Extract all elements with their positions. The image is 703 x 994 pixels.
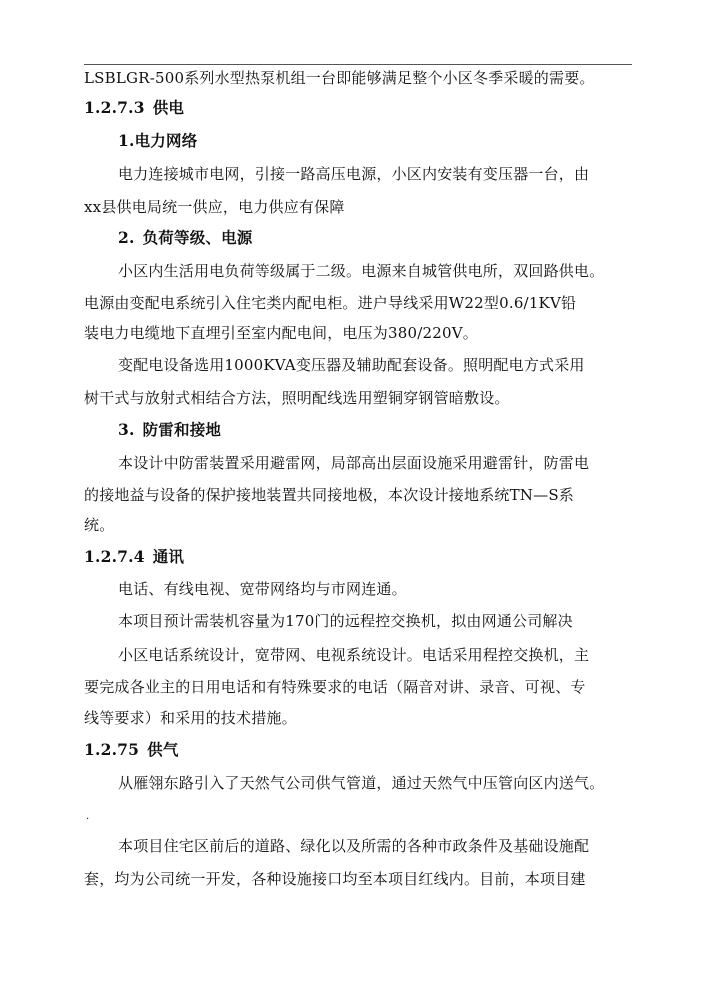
heading-title: 供气: [147, 740, 179, 759]
body-line-14: 小区电话系统设计，宽带网、电视系统设计。电话采用程控交换机，主: [118, 646, 590, 664]
body-line-13: 本项目预计需装机容量为170门的远程控交换机，拟由网通公司解决: [118, 612, 573, 630]
heading-number: 1.2.7.3: [84, 98, 145, 117]
body-line-6: 装电力电缆地下直埋引至室内配电间，电压为380/220V。: [84, 324, 478, 342]
heading-lightning-grounding: [118, 420, 221, 440]
heading-power-grid: [118, 131, 197, 151]
body-line-10: 的接地益与设备的保护接地装置共同接地极，本次设计接地系统TN—S系: [84, 486, 575, 504]
body-line-16: 线等要求）和采用的技术措施。: [84, 709, 297, 727]
heading-title: 通讯: [152, 547, 185, 566]
body-line-19: 套，均为公司统一开发，各种设施接口均至本项目红线内。目前，本项目建: [84, 870, 586, 888]
heading-title: 负荷等级、电源: [142, 228, 253, 247]
header-rule: [84, 64, 632, 65]
heading-number: 1.2.75: [84, 740, 140, 759]
heading-title: 供电: [152, 98, 185, 117]
body-line-17: 从雁翎东路引入了天然气公司供气管道，通过天然气中压管向区内送气。: [118, 774, 605, 792]
heading-title: 电力网络: [134, 131, 198, 150]
body-line-1: LSBLGR-500系列水型热泵机组一台即能够满足整个小区冬季采暖的需要。: [84, 69, 595, 87]
body-line-9: 本设计中防雷装置采用避雷网，局部高出层面设施采用避雷针，防雷电: [118, 454, 590, 472]
body-line-2: 电力连接城市电网，引接一路高压电源，小区内安装有变压器一台，由: [118, 165, 590, 183]
body-line-3: xx县供电局统一供应，电力供应有保障: [84, 198, 345, 216]
body-line-18: 本项目住宅区前后的道路、绿化以及所需的各种市政条件及基础设施配: [118, 837, 590, 855]
heading-number: 1.2.7.4: [84, 547, 145, 566]
body-line-5: 电源由变配电系统引入住宅类内配电柜。进户导线采用W22型0.6/1KV铅: [84, 294, 577, 312]
heading-number: 3.: [118, 420, 135, 439]
body-line-8: 树干式与放射式相结合方法，照明配线选用塑铜穿钢管暗敷设。: [84, 389, 510, 407]
stray-mark: .: [86, 811, 90, 822]
heading-communications: [84, 547, 184, 567]
body-line-7: 变配电设备选用1000KVA变压器及辅助配套设备。照明配电方式采用: [118, 356, 585, 374]
heading-number: 2.: [118, 228, 135, 247]
heading-number: 1.: [118, 131, 135, 150]
body-line-4: 小区内生活用电负荷等级属于二级。电源来自城管供电所，双回路供电。: [118, 262, 605, 280]
body-line-12: 电话、有线电视、宽带网络均与市网连通。: [118, 580, 407, 598]
heading-power-supply: [84, 98, 184, 118]
heading-gas-supply: [84, 740, 179, 760]
heading-title: 防雷和接地: [142, 420, 222, 439]
heading-load-level: [118, 228, 253, 248]
body-line-15: 要完成各业主的日用电话和有特殊要求的电话（隔音对讲、录音、可视、专: [84, 678, 586, 696]
body-line-11: 统。: [84, 516, 115, 534]
